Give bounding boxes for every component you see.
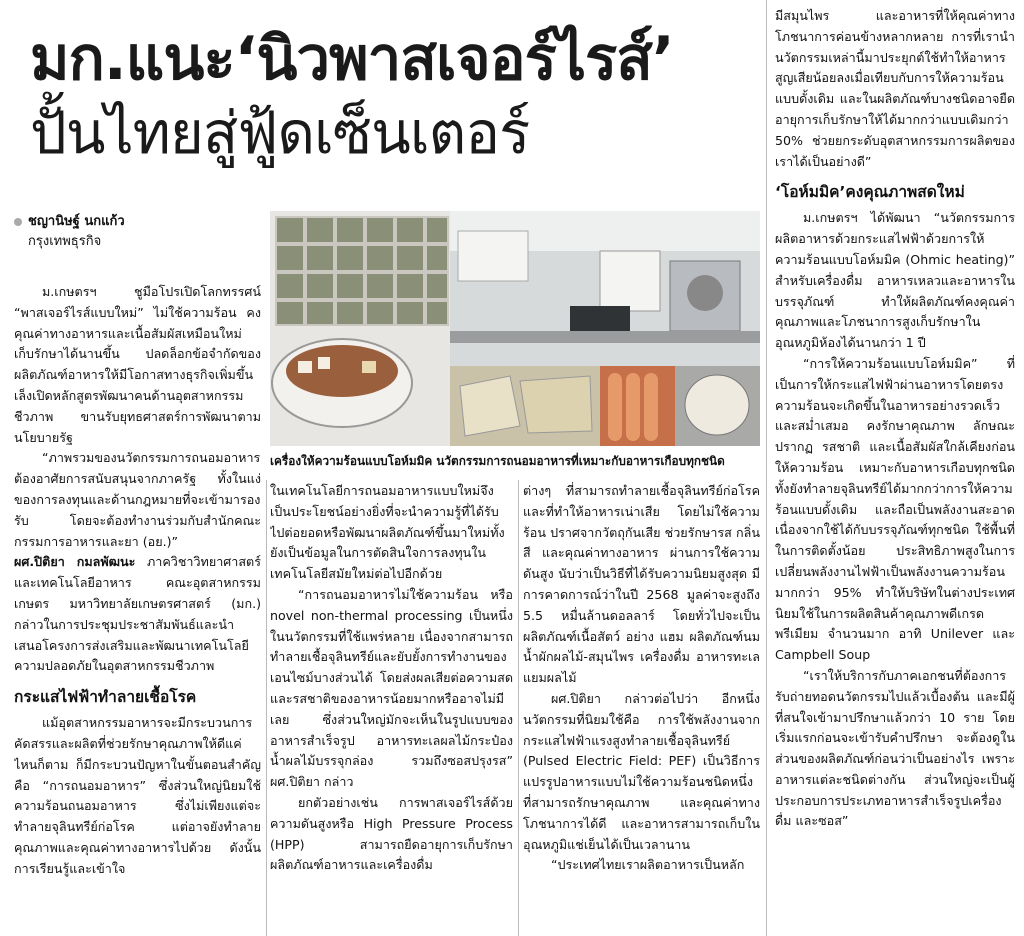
paragraph xyxy=(14,552,261,677)
paragraph-text: ภาควิชาวิทยาศาสตร์และเทคโนโลยีอาหาร คณะอุตสาหกรรมเกษตร มหาวิทยาลัยเกษตรศาสตร์ (มก.) กล่าวในการประชุมประชาสัมพันธ์และนำเสนอโครงการส่งเสริมและพัฒนาเทคโนโลยีความปลอดภัยในอุตสาหกรรมชีวภาพ xyxy=(14,554,261,674)
paragraph: ในเทคโนโลยีการถนอมอาหารแบบใหม่จึงเป็นประโยชน์อย่างยิ่งที่จะนำความรู้ที่ได้รับไปต่อยอดหรือพัฒนาผลิตภัณฑ์ขึ้นมาใหม่ทั้งยังเป็นข้อมูลในการตัดสินใจการลงทุนในเทคโนโลยีสมัยใหม่ต่อไปอีกด้วย xyxy=(270,483,505,582)
paragraph: ยกตัวอย่างเช่น การพาสเจอร์ไรส์ด้วยความดันสูงหรือ High Pressure Process (HPP) สามารถยืดอายุการเก็บรักษาผลิตภัณฑ์อาหารและเครื่องดื่ม xyxy=(270,794,513,873)
paragraph: ผศ.ปิติยา กล่าวต่อไปว่า อีกหนึ่งนวัตกรรมที่นิยมใช้คือ การใช้พลังงานจากกระแสไฟฟ้าแรงสูงทำลายเชื้อจุลินทรีย์ (Pulsed Electric Field: PEF) เป็นวิธีการแปรรูปอาหารแบบไม่ใช้ความร้อนชนิดหนึ่ง ที่สามารถรักษาคุณภาพ และคุณค่าทางโภชนาการได้ดี และอาหารสามารถเก็บในอุณหภูมิแช่เย็นได้เป็นเวลานาน xyxy=(523,690,760,852)
paragraph: “การถนอมอาหารไม่ใช้ความร้อน หรือ novel non-thermal processing เป็นหนึ่งในนวัตกรรมที่ใช้แพร่หลาย เนื่องจากสามารถทำลายเชื้อจุลินทรีย์และยับยั้งการทำงานของเอนไซม์บางส่วนได้ โดยส่งผลเสียต่อความสดและรสชาติของอาหารน้อยมากหรืออาจไม่มีเลย ซึ่งส่วนใหญ่มักจะเห็นในรูปแบบของอาหารสำเร็จรูป อาหารทะเลผลไม้กระป๋อง น้ำผลไม้บรรจุกล่อง รวมถึงซอสปรุงรส” ผศ.ปิติยา กล่าว xyxy=(270,586,513,790)
paragraph: “เราให้บริการกับภาคเอกชนที่ต้องการรับถ่ายทอดนวัตกรรมไปแล้วเบื้องต้น และมีผู้ที่สนใจเข้ามาปรึกษาแล้วกว่า 10 ราย โดยเริ่มแรกก่อนจะเข้ารับคำปรึกษา จะต้องดูในส่วนของผลิตภัณฑ์ก่อนว่าเป็นอย่างไร เพราะอาหารแต่ละชนิดต่างกัน ส่วนใหญ่จะเป็นผู้ประกอบการประเภทอาหารสำเร็จรูปเครื่องดื่ม และซอส” xyxy=(775,667,1015,829)
column-divider xyxy=(518,480,519,936)
column-1 xyxy=(14,282,261,936)
paragraph: “ภาพรวมของนวัตกรรมการถนอมอาหาร ต้องอาศัยการสนับสนุนจากภาครัฐ ทั้งในแง่ของการลงทุนและด้านกฎหมายที่จะเข้ามารองรับ โดยจะต้องทำงานร่วมกับสำนักคณะกรรมการอาหารและยา (อย.)” xyxy=(14,450,261,549)
publication-name: กรุงเทพธุรกิจ xyxy=(28,234,102,249)
author-name: ชญานิษฐ์ นกแก้ว xyxy=(28,214,125,229)
headline xyxy=(30,22,770,170)
column-3 xyxy=(523,481,760,936)
photo-illustration xyxy=(270,211,760,446)
paragraph: ม.เกษตรฯ ชูมือโปรเปิดโลกทรรศน์ “พาสเจอร์ไรส์แบบใหม่” ไม่ใช้ความร้อน คงคุณค่าทางอาหารและเนื้อสัมผัสเหมือนใหม่ เก็บรักษาได้นานขึ้น ปลดล็อกข้อจำกัดของผลิตภัณฑ์อาหารให้มีโอกาสทางธุรกิจเพิ่มขึ้น เล็งเปิดหลักสูตรพัฒนาคนด้านอุตสาหกรรมชีวภาพ ขานรับยุทธศาสตร์การพัฒนาตามนโยบายรัฐ xyxy=(14,284,261,445)
headline-line-2: ปั้นไทยสู่ฟู้ดเซ็นเตอร์ xyxy=(30,99,530,167)
subheading: กระแสไฟฟ้าทำลายเชื้อโรค xyxy=(14,688,197,707)
subheading: ‘โอห์มมิค’คงคุณภาพสดใหม่ xyxy=(775,183,965,202)
column-divider xyxy=(266,480,267,936)
paragraph: ม.เกษตรฯ ได้พัฒนา “นวัตกรรมการผลิตอาหารด้วยกระแสไฟฟ้าด้วยการให้ความร้อนแบบโอห์มมิค (Ohmic heating)” สำหรับเครื่องดื่ม อาหารเหลวและอาหารในบรรจุภัณฑ์ ทำให้ผลิตภัณฑ์คงคุณค่าคุณภาพและโภชนาการสูงเก็บรักษาในอุณหภูมิห้องได้นานกว่า 1 ปี xyxy=(775,210,1015,351)
speaker-name: ผศ.ปิติยา กมลพัฒนะ xyxy=(14,554,136,570)
paragraph: “ประเทศไทยเราผลิตอาหารเป็นหลัก xyxy=(551,857,745,873)
article-photo-collage xyxy=(270,211,760,446)
paragraph: “การให้ความร้อนแบบโอห์มมิค” ที่เป็นการให้กระแสไฟฟ้าผ่านอาหารโดยตรงความร้อนจะเกิดขึ้นในอาหารอย่างรวดเร็วและสม่ำเสมอ คงรักษาคุณภาพ ลักษณะปรากฏ รสชาติ และเนื้อสัมผัสใกล้เคียงก่อนให้ความร้อน เหมาะกับอาหารเกือบทุกชนิด ทั้งยังทำลายจุลินทรีย์ได้มากกว่าการให้ความร้อนแบบดั้งเดิม และถือเป็นพลังงานสะอาด เนื่องจากใช้ได้กับบรรจุภัณฑ์ทุกชนิด ใช้พื้นที่ในการติดตั้งน้อย ประสิทธิภาพสูงในการเปลี่ยนพลังงานไฟฟ้าเป็นพลังงานความร้อนมากกว่า 95% ทำให้บริษัทในต่างประเทศนิยมใช้ในการผลิตสินค้าคุณภาพดีเกรดพรีเมียม จำนวนมาก อาทิ Unilever และ Campbell Soup xyxy=(775,355,1015,663)
paragraph: แม้อุตสาหกรรมอาหารจะมีกระบวนการคัดสรรและผลิตที่ช่วยรักษาคุณภาพให้ดีแค่ไหนก็ตาม ก็มีกระบวนปัญหาในขั้นตอนสำคัญคือ “การถนอมอาหาร” ซึ่งส่วนใหญ่นิยมใช้ความร้อนถนอมอาหาร ซึ่งไม่เพียงแต่จะทำลายจุลินทรีย์ก่อโรค แต่อาจยังทำลายคุณภาพและคุณค่าทางอาหารไปด้วย ดังนั้น การเรียนรู้และเข้าใจ xyxy=(14,715,261,876)
bullet-icon xyxy=(14,218,22,226)
paragraph: มีสมุนไพร และอาหารที่ให้คุณค่าทางโภชนาการค่อนข้างหลากหลาย การที่เรานำนวัตกรรมเหล่านี้มาประยุกต์ใช้ทำให้อาหารสูญเสียน้อยลงเมื่อเทียบกับการให้ความร้อนแบบดั้งเดิม และในผลิตภัณฑ์บางชนิดอาจยืดอายุการเก็บรักษาให้ได้มากกว่าแบบเดิมกว่า 50% ช่วยยกระดับอุตสาหกรรมการผลิตของเราได้เป็นอย่างดี” xyxy=(775,8,1015,169)
headline-line-1: มก.แนะ‘นิวพาสเจอร์ไรส์’ xyxy=(30,24,674,94)
column-2 xyxy=(270,481,513,936)
column-4 xyxy=(775,6,1015,936)
column-divider xyxy=(766,0,767,936)
photo-caption: เครื่องให้ความร้อนแบบโอห์มมิค นวัตกรรมการถนอมอาหารที่เหมาะกับอาหารเกือบทุกชนิด xyxy=(270,454,725,468)
paragraph: ต่างๆ ที่สามารถทำลายเชื้อจุลินทรีย์ก่อโรค และที่ทำให้อาหารเน่าเสีย โดยไม่ใช้ความร้อน ปราศจากวัตถุกันเสีย ช่วยรักษารส กลิ่น สี และคุณค่าทางอาหาร ผ่านการใช้ความดันสูง นับว่าเป็นวิธีที่ได้รับความนิยมสูงสุด มีการคาดการณ์ว่าในปี 2568 มูลค่าจะสูงถึง 5.5 หมื่นล้านดอลลาร์ โดยทั่วไปจะเป็นผลิตภัณฑ์เนื้อสัตว์ อย่าง แฮม ผลิตภัณฑ์นม น้ำผักผลไม้-สมุนไพร เครื่องดื่ม อาหารทะเล แยมผลไม้ xyxy=(523,483,760,686)
byline xyxy=(14,212,264,252)
